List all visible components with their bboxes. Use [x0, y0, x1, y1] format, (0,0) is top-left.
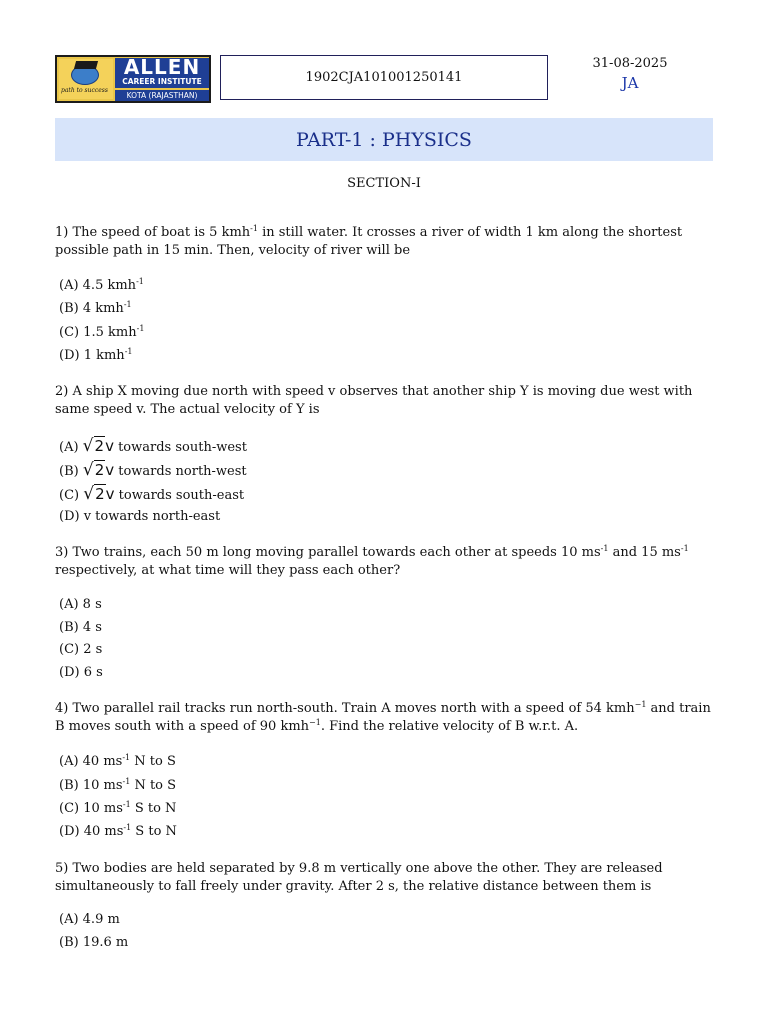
- q3-option-b[interactable]: (B) 4 s: [59, 620, 102, 635]
- logo-brand: ALLEN: [123, 55, 201, 79]
- option-tail: N to S: [130, 778, 177, 793]
- q5-option-a[interactable]: (A) 4.9 m: [59, 912, 120, 927]
- option-label: (B) 4 kmh: [59, 301, 124, 316]
- q4-text-part: . Find the relative velocity of B w.r.t. A.: [320, 719, 579, 734]
- variable: v: [105, 485, 115, 503]
- question-2: 2) A ship X moving due north with speed v observes that another ship Y is moving due west with same speed v. The actual velocity of Y is: [55, 384, 693, 417]
- option-superscript: -1: [122, 800, 131, 809]
- option-label: (A) 40 ms: [59, 754, 123, 769]
- q5-option-b[interactable]: (B) 19.6 m: [59, 935, 129, 950]
- part-title-banner: [55, 118, 713, 161]
- part-title: PART-1 : PHYSICS: [296, 128, 472, 151]
- option-superscript: -1: [122, 753, 131, 762]
- option-text: towards north-west: [114, 464, 247, 479]
- q4-option-a[interactable]: [59, 753, 176, 771]
- logo-subtitle: CAREER INSTITUTE: [122, 77, 202, 86]
- option-text: towards south-west: [113, 440, 247, 455]
- option-superscript: -1: [123, 823, 132, 832]
- globe-emblem-icon: [59, 59, 113, 99]
- paper-code-box: [220, 55, 548, 100]
- exam-date: 31-08-2025: [592, 56, 668, 71]
- option-label: (A) 4.5 kmh: [59, 278, 137, 293]
- q2-option-a[interactable]: [59, 437, 247, 457]
- sqrt-expression: [83, 485, 114, 503]
- q4-text-part: and train B moves south with a speed of 90 kmh: [55, 701, 711, 734]
- q1-option-d[interactable]: [59, 347, 132, 365]
- radicand: 2: [94, 461, 105, 479]
- option-label: (B) 10 ms: [59, 778, 123, 793]
- sqrt-expression: [83, 461, 114, 479]
- q4-option-c[interactable]: [59, 800, 176, 818]
- logo-city: KOTA (RAJASTHAN): [115, 90, 209, 101]
- q1-option-c[interactable]: [59, 324, 144, 342]
- option-superscript: -1: [123, 300, 132, 309]
- logo-brand-block: [115, 55, 209, 88]
- option-prefix: (B): [59, 464, 83, 479]
- q3-text-part: respectively, at what time will they pass each other?: [55, 563, 401, 578]
- question-5: 5) Two bodies are held separated by 9.8 m vertically one above the other. They are released simultaneously to fall freely under gravity. After 2 s, the relative distance between them is: [55, 861, 663, 894]
- q3-superscript: -1: [600, 544, 609, 553]
- radicand: 2: [95, 485, 105, 503]
- variable: v: [105, 437, 114, 455]
- option-tail: S to N: [131, 824, 177, 839]
- radical-sign: √: [82, 436, 94, 456]
- option-label: (D) 40 ms: [59, 824, 124, 839]
- radical-sign: √: [83, 484, 95, 504]
- q3-superscript: -1: [680, 544, 689, 553]
- section-title: SECTION-I: [347, 176, 421, 191]
- option-label: (D) 1 kmh: [59, 348, 125, 363]
- q1-text-part: in still water. It crosses a river of width 1 km along the shortest possible path in 15 min. Then, velocity of river will be: [55, 225, 683, 258]
- sqrt-expression: [83, 437, 114, 455]
- option-label: (C) 1.5 kmh: [59, 325, 137, 340]
- option-superscript: -1: [136, 277, 144, 286]
- option-prefix: (C): [59, 488, 84, 503]
- option-superscript: -1: [136, 324, 145, 333]
- allen-logo: [55, 55, 211, 103]
- option-tail: S to N: [130, 801, 177, 816]
- q4-option-d[interactable]: [59, 823, 177, 841]
- q3-option-c[interactable]: (C) 2 s: [59, 642, 103, 657]
- option-prefix: (A): [59, 440, 83, 455]
- variable: v: [105, 461, 115, 479]
- option-label: (D) v towards north-east: [59, 509, 221, 524]
- option-label: (C) 10 ms: [59, 801, 123, 816]
- logo-tagline: path to success: [61, 87, 108, 94]
- q3-option-d[interactable]: (D) 6 s: [59, 665, 103, 680]
- q2-option-c[interactable]: [59, 485, 244, 505]
- radical-sign: √: [82, 460, 94, 480]
- q1-option-a[interactable]: [59, 277, 144, 295]
- option-superscript: -1: [122, 777, 131, 786]
- q4-text-part: 4) Two parallel rail tracks run north-south. Train A moves north with a speed of 54 kmh: [55, 701, 635, 716]
- question-1: [55, 224, 717, 260]
- radicand: 2: [94, 437, 105, 455]
- question-4: [55, 700, 717, 736]
- q3-text-part: and 15 ms: [608, 545, 681, 560]
- q3-text-part: 3) Two trains, each 50 m long moving parallel towards each other at speeds 10 ms: [55, 545, 601, 560]
- question-3: [55, 544, 717, 580]
- q1-text-part: 1) The speed of boat is 5 kmh: [55, 225, 251, 240]
- q2-option-b[interactable]: [59, 461, 247, 481]
- paper-code: 1902CJA101001250141: [305, 70, 463, 85]
- option-superscript: -1: [124, 347, 133, 356]
- exam-stream: JA: [621, 74, 639, 92]
- q3-option-a[interactable]: (A) 8 s: [59, 597, 102, 612]
- q4-superscript: −1: [309, 718, 321, 727]
- q1-superscript: -1: [250, 224, 258, 233]
- q4-option-b[interactable]: [59, 777, 176, 795]
- q4-superscript: −1: [634, 700, 647, 709]
- option-text: towards south-east: [114, 488, 245, 503]
- q1-option-b[interactable]: [59, 300, 132, 318]
- option-tail: N to S: [130, 754, 176, 769]
- q2-option-d[interactable]: [59, 508, 220, 526]
